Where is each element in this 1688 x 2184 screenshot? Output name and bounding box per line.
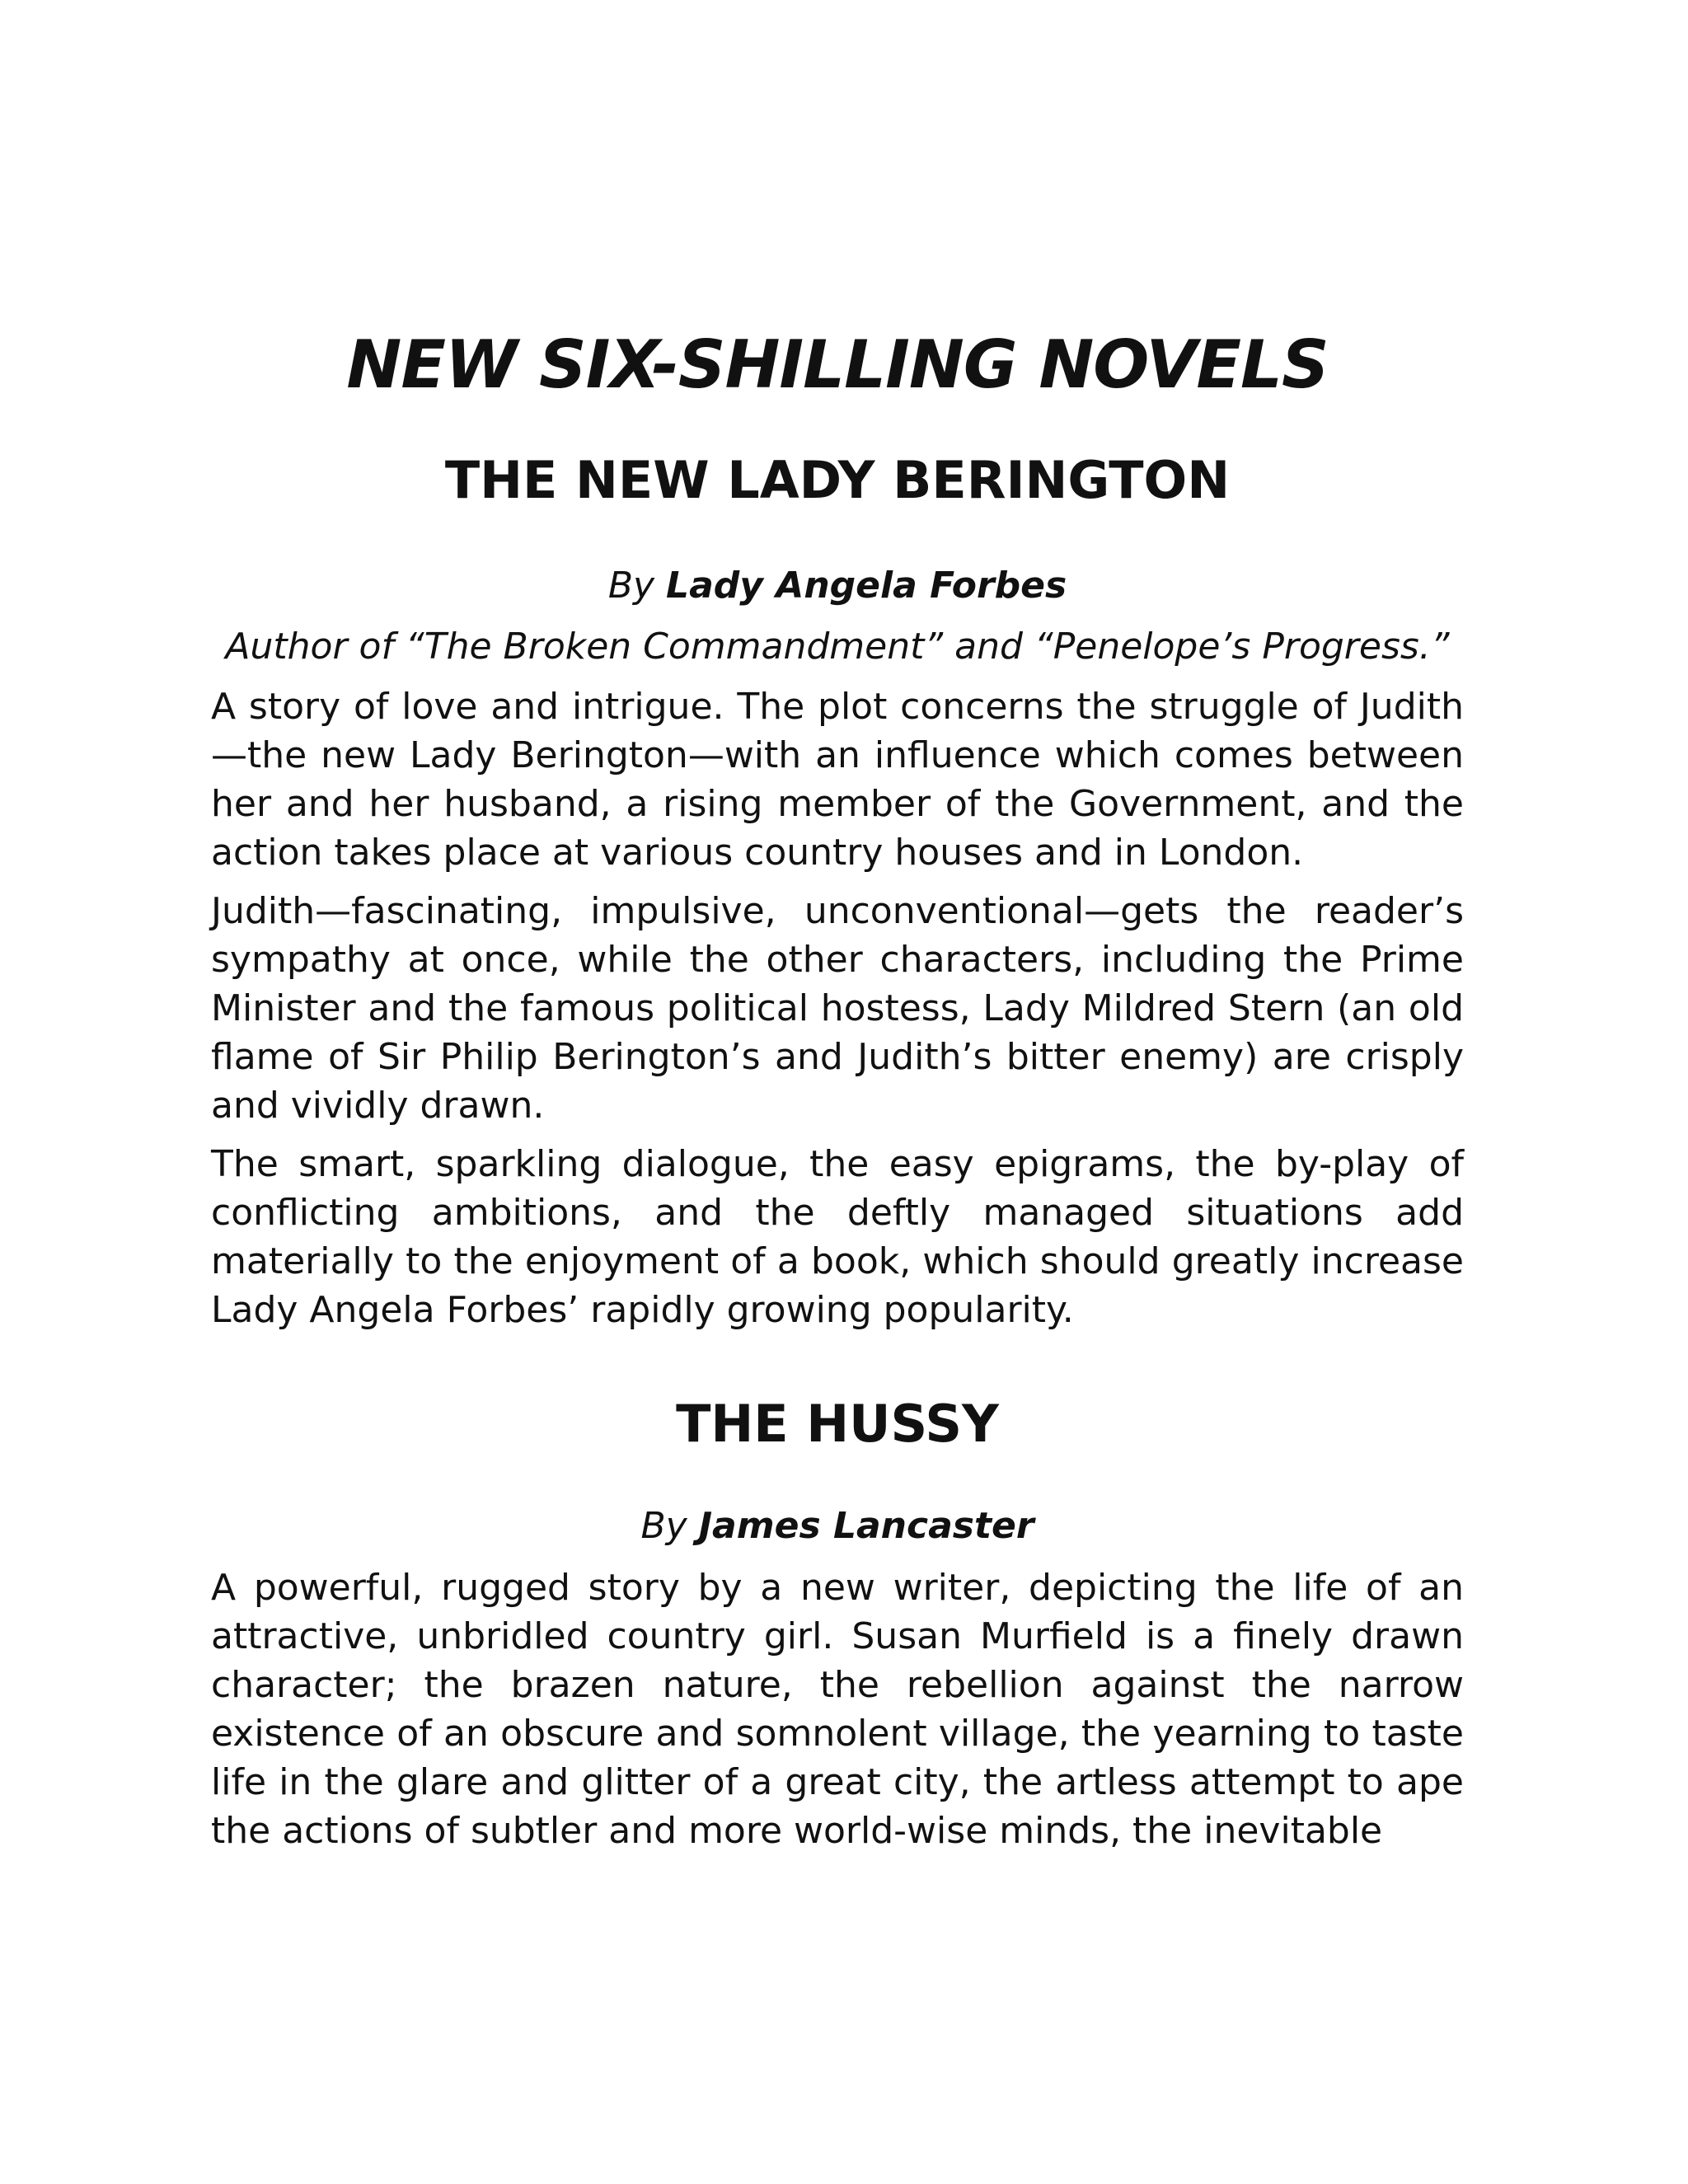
author-name: James Lancaster: [698, 1505, 1034, 1547]
book-entry-new-lady-berington: [211, 443, 1464, 1334]
book-title: THE HUSSY: [676, 1394, 999, 1454]
byline-prefix: By: [607, 565, 655, 607]
byline: [211, 1501, 1464, 1552]
byline-prefix: By: [640, 1505, 687, 1547]
description-paragraph: Judith—fascinating, impulsive, unconventional—gets the reader’s sympathy at once, while the other characters, including the Prime Minister and the famous political hostess, Lady Mildred Stern (an old flame of Sir Philip Berington’s and Judith’s bitter enemy) are crisply and vividly drawn.: [211, 890, 1464, 1127]
page-title: NEW SIX-SHILLING NOVELS: [346, 326, 1329, 403]
book-title: THE NEW LADY BERINGTON: [444, 450, 1231, 510]
description-paragraph: The smart, sparkling dialogue, the easy epigrams, the by-play of conflicting ambitions, and the deftly managed situations add materially to the enjoyment of a book, which should greatly increase Lady Angela Forbes’ rapidly growing popularity.: [211, 1143, 1464, 1331]
author-name: Lady Angela Forbes: [666, 565, 1067, 607]
description-paragraph: A powerful, rugged story by a new writer, depicting the life of an attractive, unbridled country girl. Susan Murfield is a finely drawn character; the brazen nature, the rebellion against the narrow existence of an obscure and somnolent village, the yearning to taste life in the glare and glitter of a great city, the artless attempt to ape the actions of subtler and more world-wise minds, the inevitable: [211, 1567, 1464, 1852]
author-credit: Author of “The Broken Commandment” and “Penelope’s Progress.”: [225, 626, 1450, 668]
document-page: [211, 320, 1464, 1855]
byline: [211, 560, 1464, 612]
description-paragraph: A story of love and intrigue. The plot concerns the struggle of Judith —the new Lady Berington—with an influence which comes between her and her husband, a rising member of the Government, and the action takes place at various country houses and in London.: [211, 686, 1464, 874]
book-entry-the-hussy: [211, 1387, 1464, 1855]
